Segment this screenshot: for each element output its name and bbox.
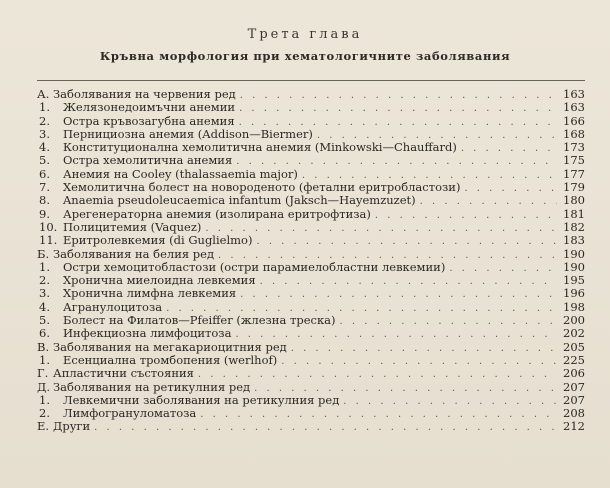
dot-leader — [464, 182, 557, 195]
toc-entry-label: Хемолитична болест на новороденото (фетални еритробластози) — [63, 180, 461, 195]
dot-leader — [340, 315, 558, 328]
toc-entry-number: 2. — [39, 113, 50, 128]
dot-leader — [256, 235, 557, 248]
toc-page-number: 195 — [563, 273, 585, 288]
toc-page-number: 196 — [563, 286, 585, 301]
toc-entry-label: Пернициозна анемия (Addison—Biermer) — [63, 126, 313, 141]
toc-entry-label: Хронична лимфна левкемия — [63, 286, 237, 301]
toc-subentry — [37, 208, 585, 221]
toc-entry-label: Остри хемоцитобластози (остри парамиелобластни левкемии) — [63, 259, 446, 274]
toc-entry-label: Агранулоцитоза — [63, 299, 163, 314]
toc-page-number: 200 — [563, 313, 585, 328]
toc-section — [37, 341, 585, 354]
toc-subentry — [37, 141, 585, 154]
toc-entry-number: 3. — [39, 126, 50, 141]
toc-entry-number: А. — [37, 87, 50, 101]
toc-entry-label: Конституционална хемолитична анемия (Minkowski—Chauffard) — [63, 140, 457, 155]
toc-page-number: 168 — [563, 126, 585, 141]
toc-page-number: 183 — [563, 233, 585, 248]
toc-page-number: 179 — [563, 180, 585, 195]
toc-subentry — [37, 407, 585, 420]
toc-entry-label: Левкемични заболявания на ретикулния ред — [63, 392, 340, 407]
toc-entry-label: Апластични състояния — [53, 366, 194, 381]
toc-page-number: 180 — [563, 193, 585, 208]
dot-leader — [291, 342, 557, 355]
toc-entry-label: Полицитемия (Vaquez) — [63, 219, 202, 234]
toc-entry-number: 6. — [39, 326, 50, 341]
toc-entry-number: 4. — [39, 140, 50, 155]
dot-leader — [260, 275, 557, 288]
toc-entry-number: 4. — [39, 299, 50, 314]
toc-page-number: 198 — [563, 299, 585, 314]
dot-leader — [281, 355, 557, 368]
toc-entry-label: Заболявания на ретикулния ред — [53, 379, 251, 394]
toc-subentry — [37, 314, 585, 327]
toc-page-number: 181 — [563, 206, 585, 221]
toc-subentry — [37, 327, 585, 340]
toc-page-number: 166 — [563, 113, 585, 128]
toc-page-number: 182 — [563, 219, 585, 234]
toc-section — [37, 88, 585, 101]
toc-entry-label: Арегенераторна анемия (изолирана еритрофтиза) — [63, 206, 371, 221]
toc-subentry — [37, 154, 585, 167]
dot-leader — [94, 421, 557, 434]
chapter-heading: Трета глава — [247, 27, 363, 42]
toc-subentry — [37, 181, 585, 194]
toc-entry-number: 2. — [39, 406, 50, 421]
dot-leader — [420, 195, 557, 208]
toc-entry-number: 5. — [39, 153, 50, 168]
toc-entry-number: 1. — [39, 352, 50, 367]
toc-entry-number: В. — [37, 339, 50, 354]
dot-leader — [200, 408, 557, 421]
toc-entry-label: Инфекциозна лимфоцитоза — [63, 326, 232, 341]
toc-entry-number: 7. — [39, 180, 50, 195]
toc-entry-number: 9. — [39, 206, 50, 221]
toc-section — [37, 367, 585, 380]
toc-page-number: 225 — [563, 352, 585, 367]
dot-leader — [240, 288, 557, 301]
toc-page-number: 202 — [563, 326, 585, 341]
toc-page-number: 207 — [563, 392, 585, 407]
toc-entry-label: Заболявания на червения ред — [53, 87, 236, 101]
toc-entry-number: Д. — [37, 379, 51, 394]
toc-entry-number: 3. — [39, 286, 50, 301]
toc-section — [37, 248, 585, 261]
dot-leader — [239, 102, 557, 115]
chapter-title: Кръвна морфология при хематологичните заболявания — [99, 49, 511, 63]
toc-section — [37, 420, 585, 433]
toc-entry-label: Хронична миелоидна левкемия — [63, 273, 256, 288]
toc-entry-label: Заболявания на белия ред — [53, 246, 215, 261]
toc-subentry — [37, 128, 585, 141]
toc-subentry — [37, 287, 585, 300]
toc-subentry — [37, 101, 585, 114]
toc-page-number: 163 — [563, 87, 585, 101]
divider-rule — [37, 80, 585, 81]
toc-subentry — [37, 274, 585, 287]
toc-subentry — [37, 234, 585, 247]
toc-page-number: 177 — [563, 166, 585, 181]
toc-entry-number: 10. — [39, 219, 58, 234]
toc-entry-label: Анемия на Cooley (thalassaemia major) — [63, 166, 298, 181]
dot-leader — [461, 142, 557, 155]
toc-subentry — [37, 221, 585, 234]
toc-entry-label: Еритролевкемия (di Guglielmo) — [63, 233, 253, 248]
toc-entry-number: 11. — [39, 233, 58, 248]
toc-subentry — [37, 261, 585, 274]
table-of-contents — [37, 88, 585, 434]
toc-subentry — [37, 354, 585, 367]
dot-leader — [375, 209, 557, 222]
toc-entry-number: 2. — [39, 273, 50, 288]
toc-subentry — [37, 115, 585, 128]
toc-entry-label: Anaemia pseudoleucaemica infantum (Jaksch—Hayemzuzet) — [63, 193, 416, 208]
toc-subentry — [37, 301, 585, 314]
toc-page-number: 190 — [563, 259, 585, 274]
toc-entry-label: Есенциална тромбопения (werlhof) — [63, 352, 278, 367]
toc-entry-label: Други — [53, 419, 91, 434]
dot-leader — [343, 395, 557, 408]
toc-subentry — [37, 394, 585, 407]
toc-entry-number: 1. — [39, 392, 50, 407]
dot-leader — [240, 89, 557, 102]
toc-entry-label: Болест на Филатов—Pfeiffer (жлезна треска) — [63, 313, 336, 328]
toc-entry-number: Б. — [37, 246, 50, 261]
toc-entry-label: Лимфогрануломатоза — [63, 406, 197, 421]
toc-entry-label: Желязонедоимъчни анемии — [63, 100, 236, 115]
toc-subentry — [37, 194, 585, 207]
toc-entry-label: Остра кръвозагубна анемия — [63, 113, 235, 128]
toc-entry-label: Заболявания на мегакариоцитния ред — [53, 339, 287, 354]
toc-page-number: 163 — [563, 100, 585, 115]
toc-page-number: 206 — [563, 366, 585, 381]
toc-subentry — [37, 168, 585, 181]
toc-page-number: 208 — [563, 406, 585, 421]
toc-entry-number: Е. — [37, 419, 50, 434]
toc-entry-number: 1. — [39, 259, 50, 274]
dot-leader — [449, 262, 557, 275]
toc-page-number: 207 — [563, 379, 585, 394]
dot-leader — [205, 222, 557, 235]
toc-page-number: 175 — [563, 153, 585, 168]
toc-entry-number: 1. — [39, 100, 50, 115]
toc-entry-label: Остра хемолитична анемия — [63, 153, 233, 168]
toc-entry-number: 8. — [39, 193, 50, 208]
toc-entry-number: 5. — [39, 313, 50, 328]
toc-page-number: 212 — [563, 419, 585, 434]
toc-page-number: 173 — [563, 140, 585, 155]
toc-entry-number: 6. — [39, 166, 50, 181]
toc-entry-number: Г. — [37, 366, 49, 381]
toc-section — [37, 381, 585, 394]
toc-page-number: 190 — [563, 246, 585, 261]
dot-leader — [198, 368, 557, 381]
toc-page-number: 205 — [563, 339, 585, 354]
